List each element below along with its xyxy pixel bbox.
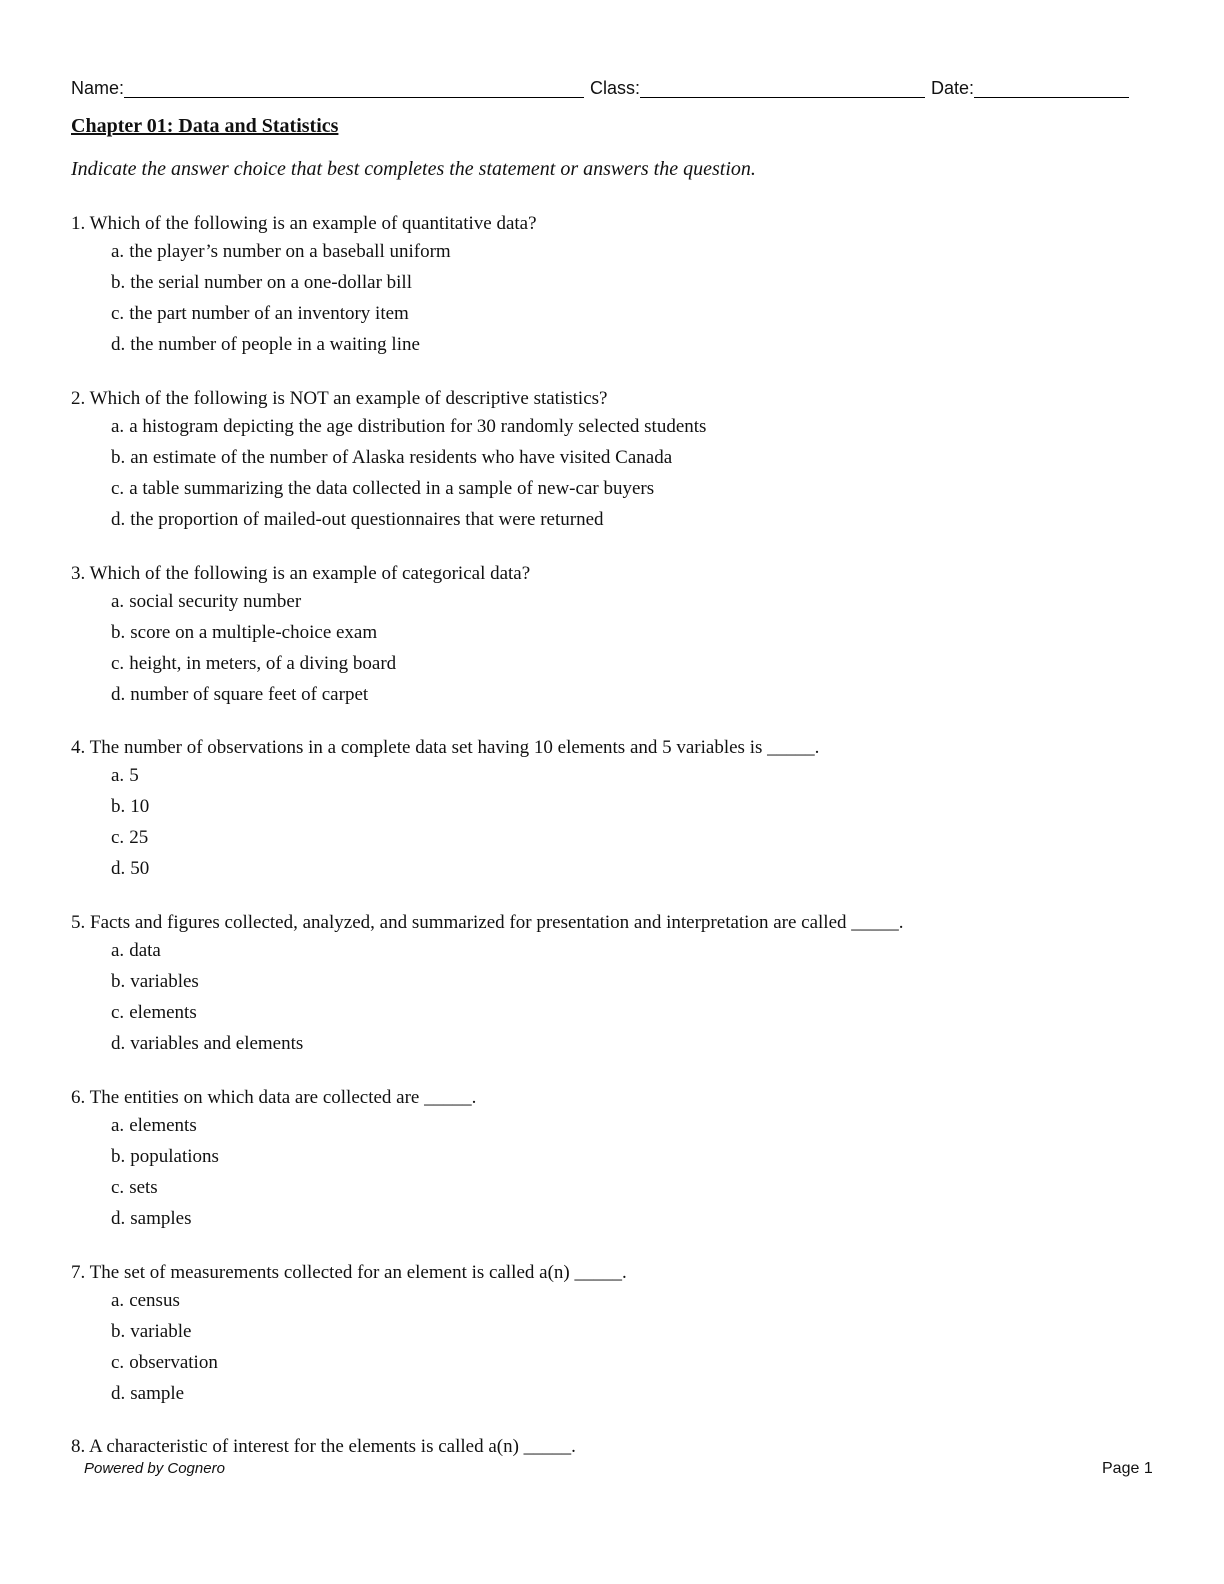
question-text: 5. Facts and figures collected, analyzed, and summarized for presentation and interpretation are called _____.	[71, 912, 904, 933]
choice-letter: c.	[111, 1177, 125, 1198]
choice-letter: d.	[111, 684, 126, 705]
choice-letter: c.	[111, 478, 125, 499]
choice-letter: a.	[111, 1290, 125, 1311]
choice-text: 50	[130, 858, 150, 879]
choice-letter: b.	[111, 971, 126, 992]
choice-c	[111, 652, 1151, 676]
choice-text: samples	[130, 1208, 192, 1229]
question-text: 2. Which of the following is NOT an example of descriptive statistics?	[71, 388, 608, 409]
choice-text: data	[129, 940, 161, 961]
choice-letter: c.	[111, 1352, 125, 1373]
choice-c	[111, 302, 1151, 326]
class-label: Class:	[590, 78, 641, 98]
choice-text: the part number of an inventory item	[129, 303, 409, 324]
student-info-header	[71, 72, 1143, 98]
choice-b	[111, 970, 1151, 994]
choice-text: the number of people in a waiting line	[130, 334, 420, 355]
choice-text: elements	[129, 1115, 197, 1136]
choice-text: score on a multiple-choice exam	[130, 622, 378, 643]
choice-a	[111, 1114, 1151, 1138]
question-6	[71, 1086, 1151, 1231]
choice-letter: d.	[111, 334, 126, 355]
choice-letter: d.	[111, 858, 126, 879]
choice-d	[111, 683, 1151, 707]
chapter-title: Chapter 01: Data and Statistics	[71, 115, 339, 137]
choice-d	[111, 1207, 1151, 1231]
name-field	[71, 78, 584, 98]
choice-b	[111, 1320, 1151, 1344]
choice-text: 25	[129, 827, 149, 848]
choice-text: sets	[129, 1177, 158, 1198]
choice-letter: a.	[111, 765, 125, 786]
choice-a	[111, 939, 1151, 963]
class-blank-line	[640, 79, 925, 98]
choice-text: variables	[130, 971, 199, 992]
question-text: 7. The set of measurements collected for an element is called a(n) _____.	[71, 1262, 627, 1283]
choice-letter: b.	[111, 272, 126, 293]
date-field	[931, 78, 1129, 98]
question-text: 6. The entities on which data are collected are _____.	[71, 1087, 477, 1108]
question-text: 4. The number of observations in a complete data set having 10 elements and 5 variables is _____.	[71, 737, 820, 758]
choice-text: an estimate of the number of Alaska residents who have visited Canada	[130, 447, 673, 468]
choice-text: a table summarizing the data collected in a sample of new-car buyers	[129, 478, 655, 499]
choice-letter: b.	[111, 1146, 126, 1167]
choice-c	[111, 826, 1151, 850]
choice-letter: b.	[111, 447, 126, 468]
choice-text: 10	[130, 796, 150, 817]
class-field	[590, 78, 925, 98]
question-2	[71, 387, 1151, 532]
choice-a	[111, 590, 1151, 614]
choice-a	[111, 764, 1151, 788]
choice-letter: c.	[111, 303, 125, 324]
name-blank-line	[124, 79, 584, 98]
choice-letter: c.	[111, 653, 125, 674]
choice-text: census	[129, 1290, 180, 1311]
question-4	[71, 736, 1151, 881]
question-3	[71, 562, 1151, 707]
choice-d	[111, 333, 1151, 357]
name-label: Name:	[71, 78, 125, 98]
choice-letter: b.	[111, 1321, 126, 1342]
choice-text: populations	[130, 1146, 219, 1167]
choice-text: social security number	[129, 591, 302, 612]
choice-c	[111, 477, 1151, 501]
question-text: 1. Which of the following is an example of quantitative data?	[71, 213, 537, 234]
choice-letter: d.	[111, 1383, 126, 1404]
choice-letter: b.	[111, 796, 126, 817]
choice-text: sample	[130, 1383, 185, 1404]
choice-d	[111, 1382, 1151, 1406]
choice-d	[111, 857, 1151, 881]
choice-b	[111, 621, 1151, 645]
choice-letter: c.	[111, 827, 125, 848]
choice-text: variables and elements	[130, 1033, 304, 1054]
page-number: Page 1	[1102, 1460, 1153, 1477]
choice-d	[111, 1032, 1151, 1056]
choice-letter: d.	[111, 1033, 126, 1054]
choice-b	[111, 446, 1151, 470]
choice-d	[111, 508, 1151, 532]
question-5	[71, 911, 1151, 1056]
choice-a	[111, 1289, 1151, 1313]
instructions: Indicate the answer choice that best completes the statement or answers the question.	[71, 158, 756, 180]
choice-b	[111, 795, 1151, 819]
question-7	[71, 1261, 1151, 1406]
choice-text: the proportion of mailed-out questionnaires that were returned	[130, 509, 604, 530]
choice-letter: d.	[111, 1208, 126, 1229]
choice-text: the serial number on a one-dollar bill	[130, 272, 412, 293]
date-blank-line	[974, 79, 1129, 98]
choice-letter: a.	[111, 1115, 125, 1136]
question-1	[71, 212, 1151, 357]
choice-letter: c.	[111, 1002, 125, 1023]
choice-c	[111, 1351, 1151, 1375]
choice-c	[111, 1176, 1151, 1200]
powered-by-footer: Powered by Cognero	[84, 1460, 225, 1477]
choice-text: height, in meters, of a diving board	[129, 653, 397, 674]
choice-text: variable	[130, 1321, 192, 1342]
choice-a	[111, 240, 1151, 264]
choice-letter: d.	[111, 509, 126, 530]
choice-letter: a.	[111, 241, 125, 262]
question-text: 3. Which of the following is an example of categorical data?	[71, 563, 531, 584]
choice-b	[111, 271, 1151, 295]
choice-letter: a.	[111, 591, 125, 612]
choice-text: elements	[129, 1002, 197, 1023]
choice-c	[111, 1001, 1151, 1025]
choice-text: number of square feet of carpet	[130, 684, 369, 705]
choice-text: the player’s number on a baseball uniform	[129, 241, 451, 262]
choice-b	[111, 1145, 1151, 1169]
choice-letter: a.	[111, 940, 125, 961]
date-label: Date:	[931, 78, 975, 98]
choice-text: 5	[129, 765, 139, 786]
choice-a	[111, 415, 1151, 439]
question-text: 8. A characteristic of interest for the elements is called a(n) _____.	[71, 1436, 576, 1457]
question-8	[71, 1435, 1151, 1459]
choice-letter: b.	[111, 622, 126, 643]
choice-text: observation	[129, 1352, 218, 1373]
choice-text: a histogram depicting the age distribution for 30 randomly selected students	[129, 416, 707, 437]
choice-letter: a.	[111, 416, 125, 437]
